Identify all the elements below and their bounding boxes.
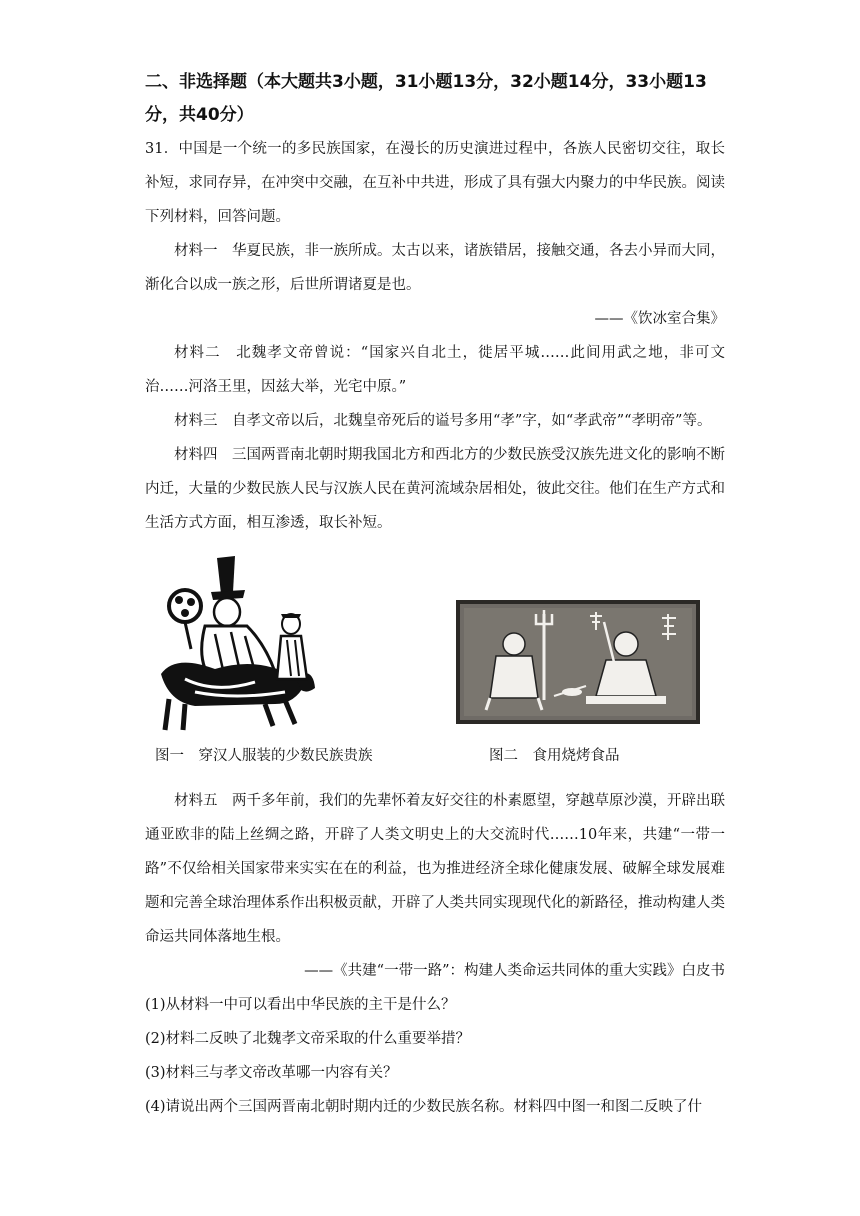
question-31-intro: 31．中国是一个统一的多民族国家，在漫长的历史演进过程中，各族人民密切交往，取长补短，求同存异，在冲突中交融，在互补中共进，形成了具有强大内聚力的中华民族。阅读下列材料，回答问题。 [145,141,725,225]
question-list [145,988,725,1124]
material-1: 材料一 华夏民族，非一族所成。太古以来，诸族错居，接触交通，各去小异而大同，渐化合以成一族之形，后世所谓诸夏是也。 [145,243,725,293]
material-3: 材料三 自孝文帝以后，北魏皇帝死后的谥号多用“孝”字，如“孝武帝”“孝明帝”等。 [174,413,712,429]
question-4: (4)请说出两个三国两晋南北朝时期内迁的少数民族名称。材料四中图一和图二反映了什 [145,1099,703,1115]
question-3: (3)材料三与孝文帝改革哪一内容有关？ [145,1065,398,1081]
question-2: (2)材料二反映了北魏孝文帝采取的什么重要举措？ [145,1031,471,1047]
figure-1-image [155,554,320,734]
material-2: 材料二 北魏孝文帝曾说：“国家兴自北土，徙居平城……此间用武之地，非可文治……河洛王里，因兹大举，光宅中原。” [145,345,725,395]
material-4: 材料四 三国两晋南北朝时期我国北方和西北方的少数民族受汉族先进文化的影响不断内迁，大量的少数民族人民与汉族人民在黄河流域杂居相处，彼此交往。他们在生产方式和生活方式方面，相互渗透，取长补短。 [145,447,725,531]
material-5-source: ——《共建“一带一路”：构建人类命运共同体的重大实践》白皮书 [304,963,725,979]
figure-2-caption: 图二 食用烧烤食品 [489,748,620,764]
figure-2-image [456,600,700,724]
figures-row [145,546,725,784]
section-title: 二、非选择题（本大题共3小题，31小题13分，32小题14分，33小题13分，共40分） [145,72,707,125]
figure-1-caption: 图一 穿汉人服装的少数民族贵族 [155,748,373,764]
question-1: (1)从材料一中可以看出中华民族的主干是什么？ [145,997,456,1013]
exam-page [145,66,725,1124]
material-1-source: ——《饮冰室合集》 [594,311,725,327]
material-5: 材料五 两千多年前，我们的先辈怀着友好交往的朴素愿望，穿越草原沙漠，开辟出联通亚欧非的陆上丝绸之路，开辟了人类文明史上的大交流时代……10年来，共建“一带一路”不仅给相关国家带来实实在在的利益，也为推进经济全球化健康发展、破解全球发展难题和完善全球治理体系作出积极贡献，开辟了人类共同实现现代化的新路径，推动构建人类命运共同体落地生根。 [145,793,725,945]
